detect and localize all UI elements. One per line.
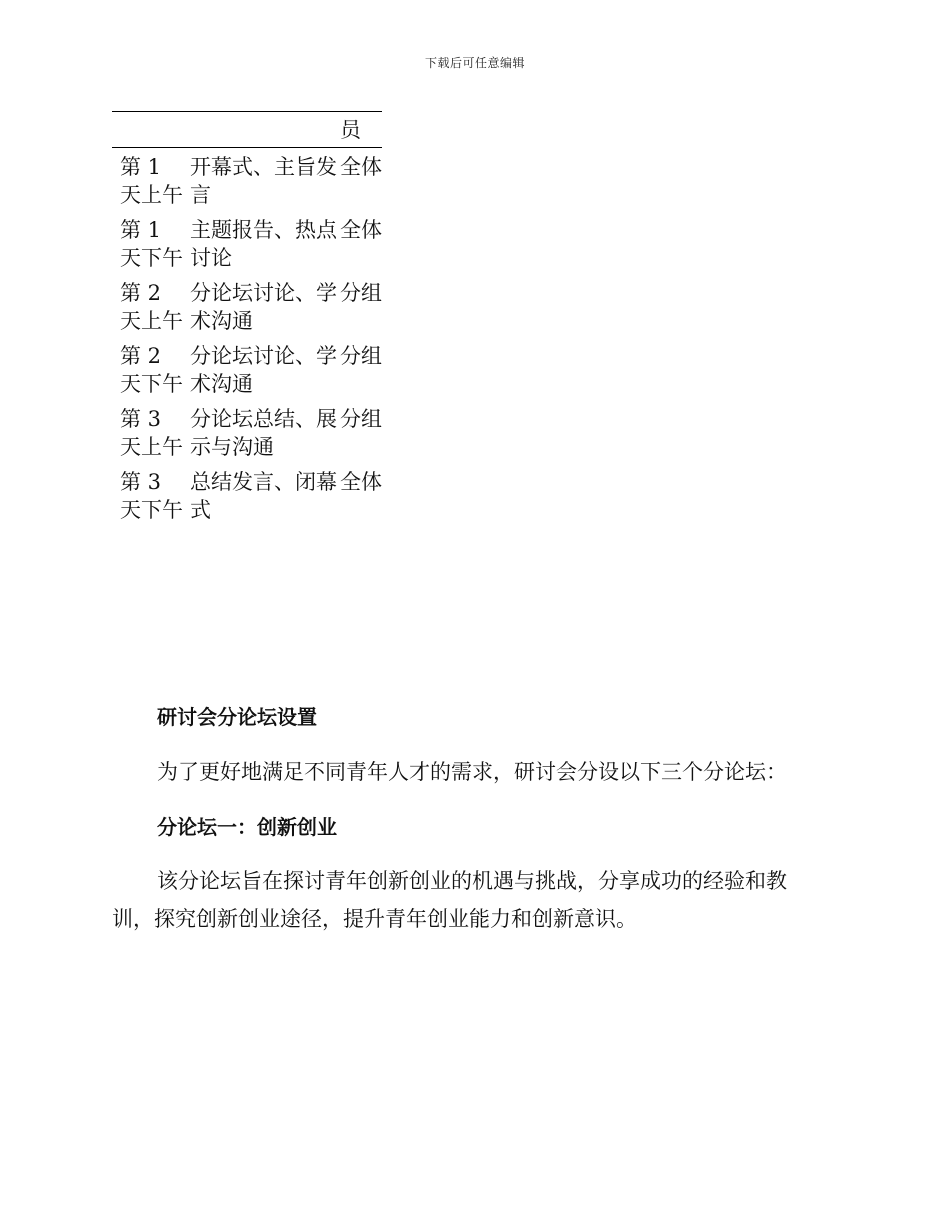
table-header-content bbox=[188, 112, 340, 148]
row-people-cell: 分组 bbox=[340, 281, 382, 305]
row-people-cell: 全体 bbox=[340, 470, 382, 494]
row-people-cell: 全体 bbox=[340, 155, 382, 179]
table-row bbox=[112, 211, 382, 274]
row-content-cell: 开幕式、主旨发言 bbox=[190, 155, 337, 207]
table-header-time bbox=[112, 112, 188, 148]
row-time-cell: 第 2 天下午 bbox=[120, 344, 183, 396]
row-content-cell: 分论坛讨论、学术沟通 bbox=[190, 344, 337, 396]
row-people-cell: 分组 bbox=[340, 344, 382, 368]
row-content-cell: 分论坛总结、展示与沟通 bbox=[190, 407, 337, 459]
table-row bbox=[112, 400, 382, 463]
page-header-note: 下载后可任意编辑 bbox=[424, 56, 525, 70]
forum-setup-paragraph: 为了更好地满足不同青年人才的需求，研讨会分设以下三个分论坛： bbox=[157, 760, 787, 784]
table-header-people: 员 bbox=[340, 112, 382, 148]
forum-one-paragraph: 该分论坛旨在探讨青年创新创业的机遇与挑战，分享成功的经验和教训，探究创新创业途径，提升青年创业能力和创新意识。 bbox=[112, 869, 787, 931]
table-row bbox=[112, 337, 382, 400]
table-header-row bbox=[112, 112, 382, 148]
row-time-cell: 第 1 天上午 bbox=[120, 155, 183, 207]
row-time-cell: 第 3 天上午 bbox=[120, 407, 183, 459]
row-people-cell: 全体 bbox=[340, 218, 382, 242]
forum-setup-heading: 研讨会分论坛设置 bbox=[157, 705, 317, 729]
row-time-cell: 第 1 天下午 bbox=[120, 218, 183, 270]
row-people-cell: 分组 bbox=[340, 407, 382, 431]
row-content-cell: 总结发言、闭幕式 bbox=[190, 470, 337, 522]
schedule-table bbox=[112, 111, 382, 526]
table-row bbox=[112, 463, 382, 526]
row-content-cell: 主题报告、热点讨论 bbox=[190, 218, 337, 270]
row-time-cell: 第 3 天下午 bbox=[120, 470, 183, 522]
table-row bbox=[112, 148, 382, 212]
forum-one-heading: 分论坛一：创新创业 bbox=[157, 815, 337, 839]
row-time-cell: 第 2 天上午 bbox=[120, 281, 183, 333]
row-content-cell: 分论坛讨论、学术沟通 bbox=[190, 281, 337, 333]
table-row bbox=[112, 274, 382, 337]
